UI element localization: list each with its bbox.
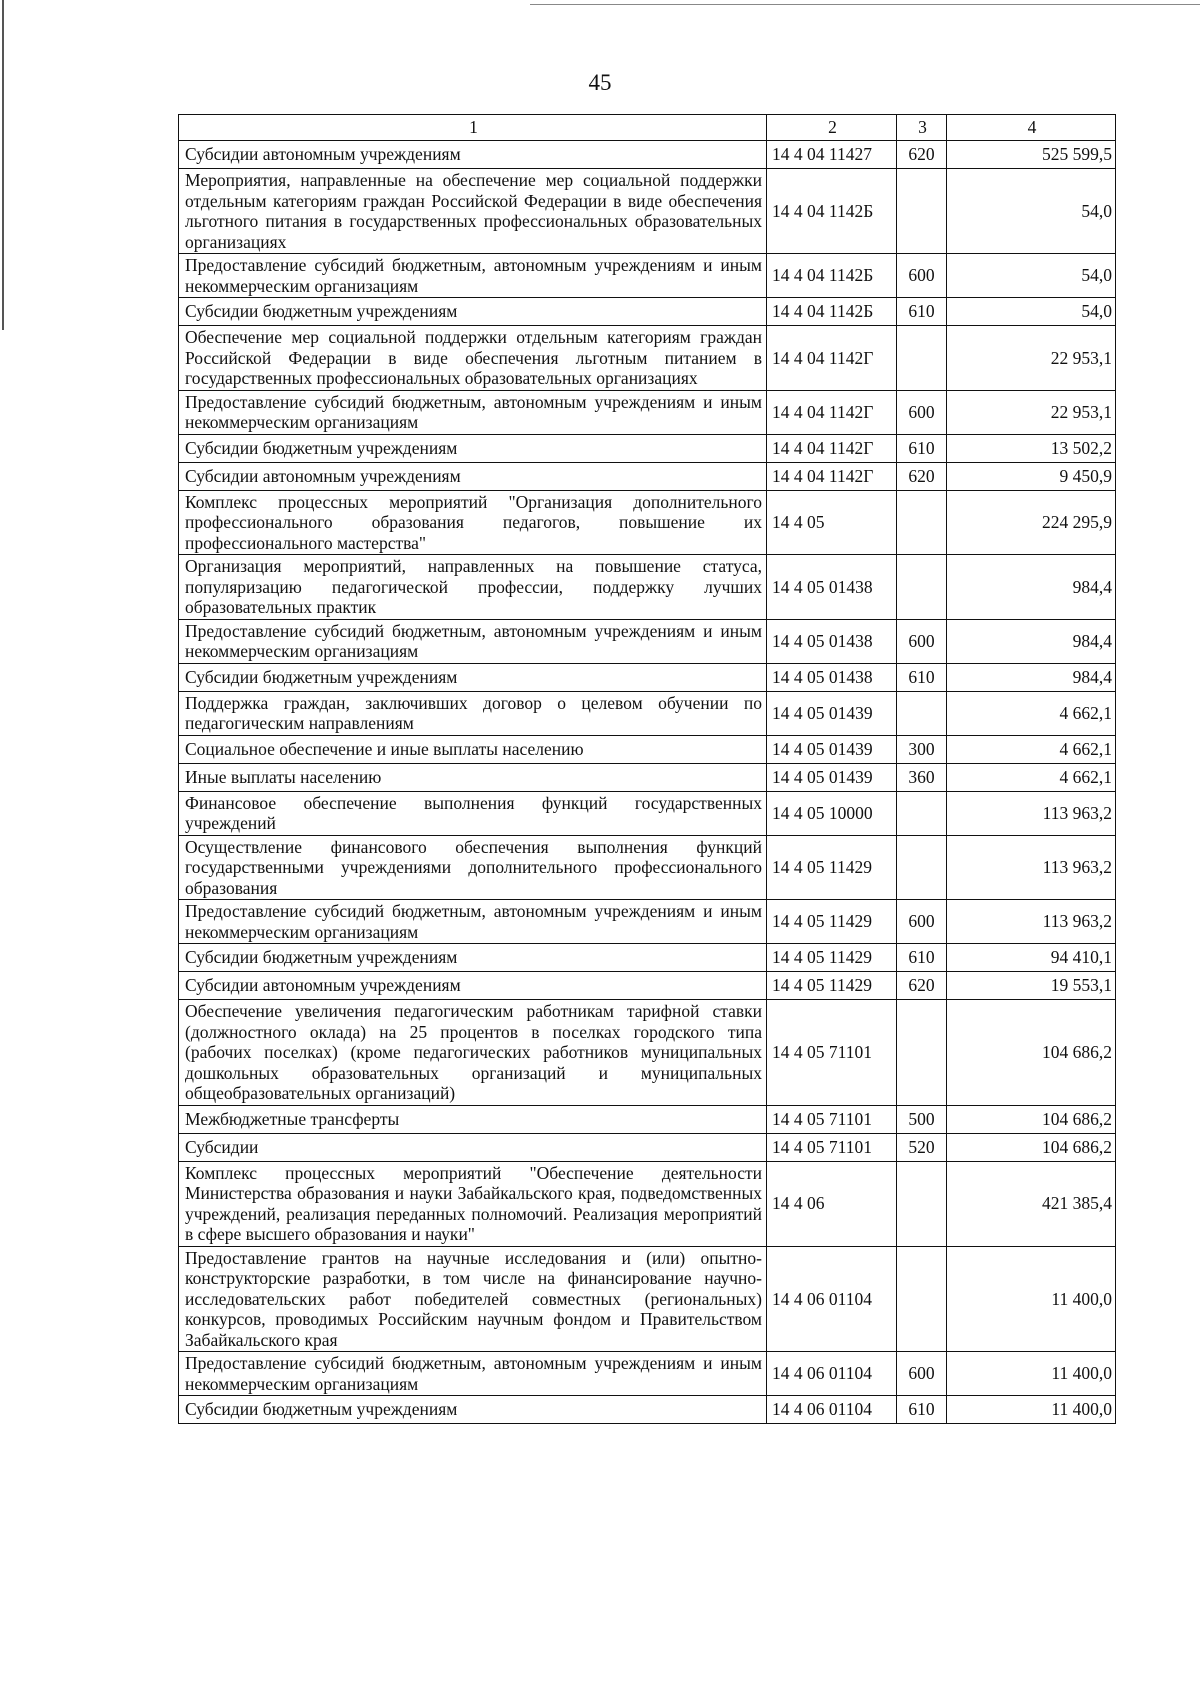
- row-name-cell: Субсидии автономным учреждениям: [179, 141, 767, 169]
- row-type-cell: 610: [897, 434, 947, 462]
- row-sum-cell: 22 953,1: [947, 326, 1116, 391]
- row-sum-cell: 4 662,1: [947, 763, 1116, 791]
- row-code-cell: 14 4 04 1142Б: [767, 254, 897, 298]
- row-name-cell: Субсидии автономным учреждениям: [179, 972, 767, 1000]
- row-name-cell: Обеспечение увеличения педагогическим работникам тарифной ставки (должностного оклада) на 25 процентов в поселках городского типа (рабочих поселках) (кроме педагогических работников муниципальных дошкольных образовательных организаций и муниципальных общеобразовательных организаций): [179, 1000, 767, 1106]
- row-sum-cell: 113 963,2: [947, 900, 1116, 944]
- row-type-cell: [897, 835, 947, 900]
- row-name-cell: Предоставление субсидий бюджетным, автономным учреждениям и иным некоммерческим организациям: [179, 900, 767, 944]
- row-name-cell: Финансовое обеспечение выполнения функций государственных учреждений: [179, 791, 767, 835]
- row-name-cell: Предоставление субсидий бюджетным, автономным учреждениям и иным некоммерческим организациям: [179, 619, 767, 663]
- row-type-cell: 500: [897, 1105, 947, 1133]
- row-name-cell: Мероприятия, направленные на обеспечение мер социальной поддержки отдельным категориям граждан Российской Федерации в виде обеспечения льготного питания в государственных профессиональных образовательных организациях: [179, 169, 767, 254]
- row-sum-cell: 11 400,0: [947, 1352, 1116, 1396]
- row-name-cell: Субсидии бюджетным учреждениям: [179, 434, 767, 462]
- row-sum-cell: 22 953,1: [947, 390, 1116, 434]
- table-row: [179, 944, 1116, 972]
- row-name-cell: Комплекс процессных мероприятий "Организация дополнительного профессионального образования педагогов, повышение их профессионального мастерства": [179, 490, 767, 555]
- table-row: [179, 1105, 1116, 1133]
- row-name-cell: Поддержка граждан, заключивших договор о целевом обучении по педагогическим направлениям: [179, 691, 767, 735]
- row-sum-cell: 94 410,1: [947, 944, 1116, 972]
- row-type-cell: 600: [897, 254, 947, 298]
- row-sum-cell: 4 662,1: [947, 691, 1116, 735]
- row-type-cell: 600: [897, 900, 947, 944]
- row-code-cell: 14 4 05 71101: [767, 1133, 897, 1161]
- row-sum-cell: 11 400,0: [947, 1246, 1116, 1352]
- table-body: [179, 141, 1116, 1424]
- row-name-cell: Обеспечение мер социальной поддержки отдельным категориям граждан Российской Федерации в виде обеспечения льготным питанием в государственных профессиональных образовательных организациях: [179, 326, 767, 391]
- table-row: [179, 791, 1116, 835]
- table-row: [179, 462, 1116, 490]
- row-name-cell: Социальное обеспечение и иные выплаты населению: [179, 735, 767, 763]
- table-row: [179, 663, 1116, 691]
- row-code-cell: 14 4 04 1142Б: [767, 169, 897, 254]
- row-type-cell: [897, 490, 947, 555]
- row-code-cell: 14 4 05 11429: [767, 835, 897, 900]
- table-row: [179, 141, 1116, 169]
- table-row: [179, 169, 1116, 254]
- row-sum-cell: 984,4: [947, 619, 1116, 663]
- row-sum-cell: 104 686,2: [947, 1133, 1116, 1161]
- row-code-cell: 14 4 05 01439: [767, 691, 897, 735]
- row-sum-cell: 113 963,2: [947, 835, 1116, 900]
- row-name-cell: Субсидии бюджетным учреждениям: [179, 298, 767, 326]
- row-name-cell: Иные выплаты населению: [179, 763, 767, 791]
- row-code-cell: 14 4 06 01104: [767, 1246, 897, 1352]
- row-sum-cell: 4 662,1: [947, 735, 1116, 763]
- row-code-cell: 14 4 05: [767, 490, 897, 555]
- table-row: [179, 1352, 1116, 1396]
- row-sum-cell: 54,0: [947, 298, 1116, 326]
- row-name-cell: Субсидии: [179, 1133, 767, 1161]
- scan-edge-top: [530, 4, 1200, 5]
- row-sum-cell: 984,4: [947, 663, 1116, 691]
- table-row: [179, 1000, 1116, 1106]
- row-name-cell: Предоставление субсидий бюджетным, автономным учреждениям и иным некоммерческим организациям: [179, 390, 767, 434]
- table-row: [179, 1133, 1116, 1161]
- row-name-cell: Осуществление финансового обеспечения выполнения функций государственными учреждениями дополнительного профессионального образования: [179, 835, 767, 900]
- row-type-cell: 620: [897, 141, 947, 169]
- row-code-cell: 14 4 04 1142Б: [767, 298, 897, 326]
- row-sum-cell: 525 599,5: [947, 141, 1116, 169]
- header-col-type: 3: [897, 115, 947, 141]
- row-sum-cell: 104 686,2: [947, 1000, 1116, 1106]
- row-name-cell: Предоставление субсидий бюджетным, автономным учреждениям и иным некоммерческим организациям: [179, 1352, 767, 1396]
- row-code-cell: 14 4 05 11429: [767, 944, 897, 972]
- table-row: [179, 490, 1116, 555]
- row-code-cell: 14 4 04 1142Г: [767, 434, 897, 462]
- table-row: [179, 1396, 1116, 1424]
- row-sum-cell: 9 450,9: [947, 462, 1116, 490]
- row-name-cell: Организация мероприятий, направленных на повышение статуса, популяризацию педагогической профессии, поддержку лучших образовательных практик: [179, 555, 767, 620]
- row-type-cell: [897, 326, 947, 391]
- row-code-cell: 14 4 05 01438: [767, 619, 897, 663]
- row-name-cell: Предоставление субсидий бюджетным, автономным учреждениям и иным некоммерческим организациям: [179, 254, 767, 298]
- row-type-cell: [897, 169, 947, 254]
- row-type-cell: 610: [897, 663, 947, 691]
- table-row: [179, 390, 1116, 434]
- row-name-cell: Межбюджетные трансферты: [179, 1105, 767, 1133]
- row-sum-cell: 13 502,2: [947, 434, 1116, 462]
- row-code-cell: 14 4 04 11427: [767, 141, 897, 169]
- row-type-cell: [897, 691, 947, 735]
- row-sum-cell: 984,4: [947, 555, 1116, 620]
- row-type-cell: 610: [897, 944, 947, 972]
- row-sum-cell: 113 963,2: [947, 791, 1116, 835]
- table-row: [179, 763, 1116, 791]
- scan-edge-left: [2, 0, 4, 330]
- table-row: [179, 619, 1116, 663]
- row-type-cell: 600: [897, 619, 947, 663]
- row-code-cell: 14 4 05 01439: [767, 735, 897, 763]
- row-sum-cell: 224 295,9: [947, 490, 1116, 555]
- row-type-cell: [897, 791, 947, 835]
- row-type-cell: [897, 1246, 947, 1352]
- row-type-cell: 360: [897, 763, 947, 791]
- row-type-cell: 600: [897, 1352, 947, 1396]
- row-name-cell: Комплекс процессных мероприятий "Обеспечение деятельности Министерства образования и науки Забайкальского края, подведомственных учреждений, реализация переданных полномочий. Реализация мероприятий в сфере высшего образования и науки": [179, 1161, 767, 1246]
- table-header-row: [179, 115, 1116, 141]
- row-code-cell: 14 4 05 11429: [767, 972, 897, 1000]
- row-sum-cell: 54,0: [947, 169, 1116, 254]
- row-type-cell: 610: [897, 298, 947, 326]
- table-row: [179, 691, 1116, 735]
- table-row: [179, 735, 1116, 763]
- row-code-cell: 14 4 05 01439: [767, 763, 897, 791]
- row-sum-cell: 54,0: [947, 254, 1116, 298]
- table-row: [179, 1161, 1116, 1246]
- table-row: [179, 555, 1116, 620]
- header-col-code: 2: [767, 115, 897, 141]
- row-name-cell: Субсидии бюджетным учреждениям: [179, 663, 767, 691]
- table-row: [179, 900, 1116, 944]
- table-row: [179, 434, 1116, 462]
- row-code-cell: 14 4 04 1142Г: [767, 326, 897, 391]
- row-code-cell: 14 4 05 01438: [767, 555, 897, 620]
- header-col-name: 1: [179, 115, 767, 141]
- table-row: [179, 326, 1116, 391]
- row-name-cell: Субсидии бюджетным учреждениям: [179, 1396, 767, 1424]
- row-sum-cell: 104 686,2: [947, 1105, 1116, 1133]
- row-type-cell: 520: [897, 1133, 947, 1161]
- row-code-cell: 14 4 05 11429: [767, 900, 897, 944]
- row-code-cell: 14 4 05 71101: [767, 1000, 897, 1106]
- table-row: [179, 254, 1116, 298]
- row-code-cell: 14 4 06: [767, 1161, 897, 1246]
- row-sum-cell: 11 400,0: [947, 1396, 1116, 1424]
- row-type-cell: 610: [897, 1396, 947, 1424]
- row-type-cell: 300: [897, 735, 947, 763]
- row-type-cell: 620: [897, 462, 947, 490]
- row-type-cell: [897, 555, 947, 620]
- table-row: [179, 298, 1116, 326]
- row-code-cell: 14 4 05 01438: [767, 663, 897, 691]
- row-type-cell: 620: [897, 972, 947, 1000]
- row-sum-cell: 421 385,4: [947, 1161, 1116, 1246]
- header-col-sum: 4: [947, 115, 1116, 141]
- row-code-cell: 14 4 04 1142Г: [767, 390, 897, 434]
- row-code-cell: 14 4 06 01104: [767, 1352, 897, 1396]
- table-row: [179, 835, 1116, 900]
- row-code-cell: 14 4 05 71101: [767, 1105, 897, 1133]
- row-code-cell: 14 4 04 1142Г: [767, 462, 897, 490]
- row-type-cell: [897, 1161, 947, 1246]
- row-name-cell: Предоставление грантов на научные исследования и (или) опытно-конструкторские разработки, в том числе на финансирование научно-исследовательских работ победителей совместных (региональных) конкурсов, проводимых Российским научным фондом и Правительством Забайкальского края: [179, 1246, 767, 1352]
- table-row: [179, 972, 1116, 1000]
- row-code-cell: 14 4 06 01104: [767, 1396, 897, 1424]
- page-number: 45: [588, 70, 612, 95]
- row-name-cell: Субсидии автономным учреждениям: [179, 462, 767, 490]
- row-sum-cell: 19 553,1: [947, 972, 1116, 1000]
- row-type-cell: [897, 1000, 947, 1106]
- table-row: [179, 1246, 1116, 1352]
- row-name-cell: Субсидии бюджетным учреждениям: [179, 944, 767, 972]
- row-type-cell: 600: [897, 390, 947, 434]
- row-code-cell: 14 4 05 10000: [767, 791, 897, 835]
- budget-table: [178, 114, 1116, 1424]
